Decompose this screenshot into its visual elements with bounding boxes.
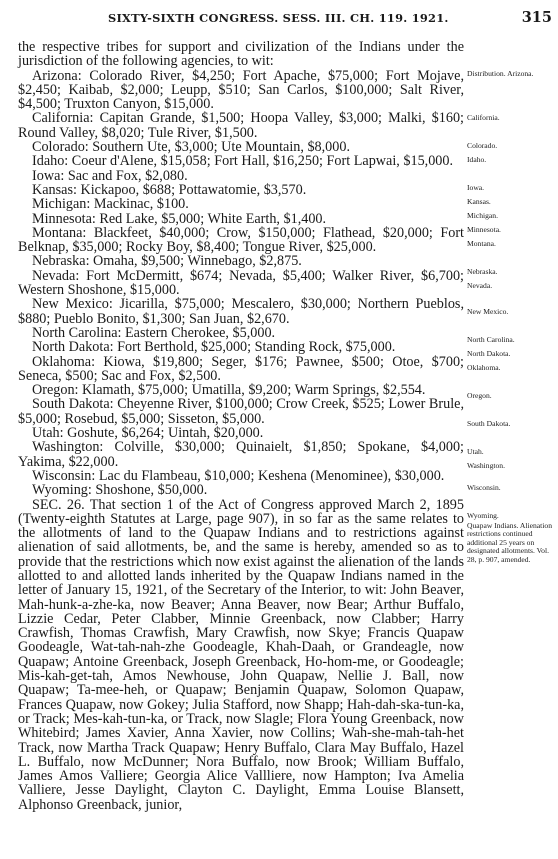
paragraph-oklahoma: Oklahoma: Kiowa, $19,800; Seger, $176; Pawnee, $500; Otoe, $700; Seneca, $500; Sac and Fox, $2,500. <box>18 353 464 384</box>
paragraph-wisconsin: Wisconsin: Lac du Flambeau, $10,000; Keshena (Menominee), $30,000. <box>32 467 445 484</box>
paragraph-michigan: Michigan: Mackinac, $100. <box>32 196 189 213</box>
margin-note-quapaw-indians: Quapaw Indians. Alienation restrictions continued additional 25 years on designated allotments. Vol. 28, p. 907, amended. <box>467 521 552 564</box>
margin-note-colorado: Colorado. <box>467 141 498 150</box>
paragraph-nebraska: Nebraska: Omaha, $9,500; Winnebago, $2,875. <box>32 253 302 270</box>
paragraph-oregon: Oregon: Klamath, $75,000; Umatilla, $9,200; Warm Springs, $2,554. <box>32 382 426 399</box>
paragraph-wyoming: Wyoming: Shoshone, $50,000. <box>32 482 208 499</box>
running-title: SIXTY-SIXTH CONGRESS. SESS. III. CH. 119. 1921. <box>108 11 449 25</box>
paragraph-section-26: SEC. 26. That section 1 of the Act of Congress approved March 2, 1895 (Twenty-eighth Statutes at Large, page 907), in so far as the same relates to the allotments of land to the Quapaw Indians and to restrictions against alienation of said allotments, be, and the same is hereby, amended so as to provide that the restrictions which now exist against the alienation of the lands allotted to and allotted lands inherited by the Quapaw Indians named in the letter of January 15, 1921, of the Secretary of the Interior, to wit: John Beaver, Mah-hunk-a-zhe-ka, now Beaver; Anna Beaver, now Bear; Arthur Buffalo, Lizzie Cedar, Peter Clabber, Minnie Greenback, now Clabber; Harry Crawfish, Thomas Crawfish, Mary Crawfish, now Skye; Francis Quapaw Goodeagle, Wat-tah-nah-zhe Goodeagle, Khah-Daah, or Grandeagle, now Quapaw; Antoine Greenback, Joseph Greenback, Ho-hom-me, or Goodeagle; Mis-kah-get-tah, Amos Newhouse, John Quapaw, Nellie J. Ball, now Quapaw; Ta-mee-heh, or Quapaw; Benjamin Quapaw, Solomon Quapaw, Frances Quapaw, now Gokey; Julia Stafford, now Shapp; Hah-dah-ska-tun-ka, or Track; Mes-kah-tun-ka, or Track, now Slagle; Flora Young Greenback, now Whitebird; James Xavier, Anna Xavier, now Collins; Wah-she-mah-tah-het Track, now Martha Track Quapaw; Henry Buffalo, Clara May Buffalo, Hazel L. Buffalo, now McDunner; Nora Buffalo, now Brook; William Buffalo, James Amos Valliere; Georgia Alice Vallliere, now Hampton; Iva Amelia Valliere, Jesse Daylight, Clayton C. Daylight, Emma Louise Blansett, Alphonso Greenback, junior, <box>18 496 465 813</box>
paragraph-north-carolina: North Carolina: Eastern Cherokee, $5,000. <box>32 324 276 341</box>
paragraph-california: California: Capitan Grande, $1,500; Hoopa Valley, $3,000; Malki, $160; Round Valley, $8,020; Tule River, $1,500. <box>18 110 464 141</box>
margin-note-washington: Washington. <box>467 461 505 470</box>
margin-note-north-dakota: North Dakota. <box>467 349 511 358</box>
margin-note-iowa: Iowa. <box>467 183 485 192</box>
margin-note-north-carolina: North Carolina. <box>467 335 515 344</box>
paragraph-arizona: Arizona: Colorado River, $4,250; Fort Apache, $75,000; Fort Mojave, $2,450; Kaibab, $2,000; Leupp, $510; San Carlos, $100,000; Salt River, $4,500; Truxton Canyon, $15,000. <box>18 67 464 113</box>
margin-note-kansas: Kansas. <box>467 197 491 206</box>
margin-note-wyoming: Wyoming. <box>467 511 499 520</box>
page-number: 315 <box>521 9 552 26</box>
margin-note-michigan: Michigan. <box>467 211 499 220</box>
margin-note-nebraska: Nebraska. <box>467 267 498 276</box>
paragraph-colorado: Colorado: Southern Ute, $3,000; Ute Mountain, $8,000. <box>32 139 351 156</box>
margin-note-south-dakota: South Dakota. <box>467 419 511 428</box>
margin-note-idaho: Idaho. <box>467 155 487 164</box>
paragraph-idaho: Idaho: Coeur d'Alene, $15,058; Fort Hall, $16,250; Fort Lapwai, $15,000. <box>32 153 454 170</box>
margin-note-california: California. <box>467 113 500 122</box>
margin-note-wisconsin: Wisconsin. <box>467 483 501 492</box>
page-header <box>0 11 558 31</box>
paragraph-montana: Montana: Blackfeet, $40,000; Crow, $150,000; Flathead, $20,000; Fort Belknap, $35,000; Rocky Boy, $8,400; Tongue River, $25,000. <box>18 224 464 256</box>
paragraph-nevada: Nevada: Fort McDermitt, $674; Nevada, $5,400; Walker River, $6,700; Western Shoshone, $15,000. <box>18 267 464 299</box>
paragraph-minnesota: Minnesota: Red Lake, $5,000; White Earth, $1,400. <box>32 210 327 227</box>
paragraph-utah: Utah: Goshute, $6,264; Uintah, $20,000. <box>32 425 264 442</box>
paragraph-north-dakota: North Dakota: Fort Berthold, $25,000; Standing Rock, $75,000. <box>32 339 396 356</box>
margin-note-nevada: Nevada. <box>467 281 493 290</box>
paragraph-new-mexico: New Mexico: Jicarilla, $75,000; Mescalero, $30,000; Northern Pueblos, $880; Pueblo Bonito, $1,300; San Juan, $2,670. <box>18 296 464 327</box>
paragraph-kansas: Kansas: Kickapoo, $688; Pottawatomie, $3,570. <box>32 181 307 198</box>
margin-note-oklahoma: Oklahoma. <box>467 363 501 372</box>
margin-note-distribution-arizona: Distribution. Arizona. <box>467 69 534 78</box>
margin-note-minnesota: Minnesota. <box>467 225 501 234</box>
margin-note-montana: Montana. <box>467 239 496 248</box>
margin-note-oregon: Oregon. <box>467 391 492 400</box>
paragraph-intro: the respective tribes for support and civilization of the Indians under the jurisdiction of the following agencies, to wit: <box>18 39 464 70</box>
paragraph-iowa: Iowa: Sac and Fox, $2,080. <box>32 167 188 184</box>
margin-note-utah: Utah. <box>467 447 484 456</box>
body-text <box>18 40 464 812</box>
paragraph-south-dakota: South Dakota: Cheyenne River, $100,000; Crow Creek, $525; Lower Brule, $5,000; Rosebud, $5,000; Sisseton, $5,000. <box>18 396 464 427</box>
margin-note-new-mexico: New Mexico. <box>467 307 509 316</box>
paragraph-washington: Washington: Colville, $30,000; Quinaielt, $1,850; Spokane, $4,000; Yakima, $22,000. <box>18 439 464 470</box>
